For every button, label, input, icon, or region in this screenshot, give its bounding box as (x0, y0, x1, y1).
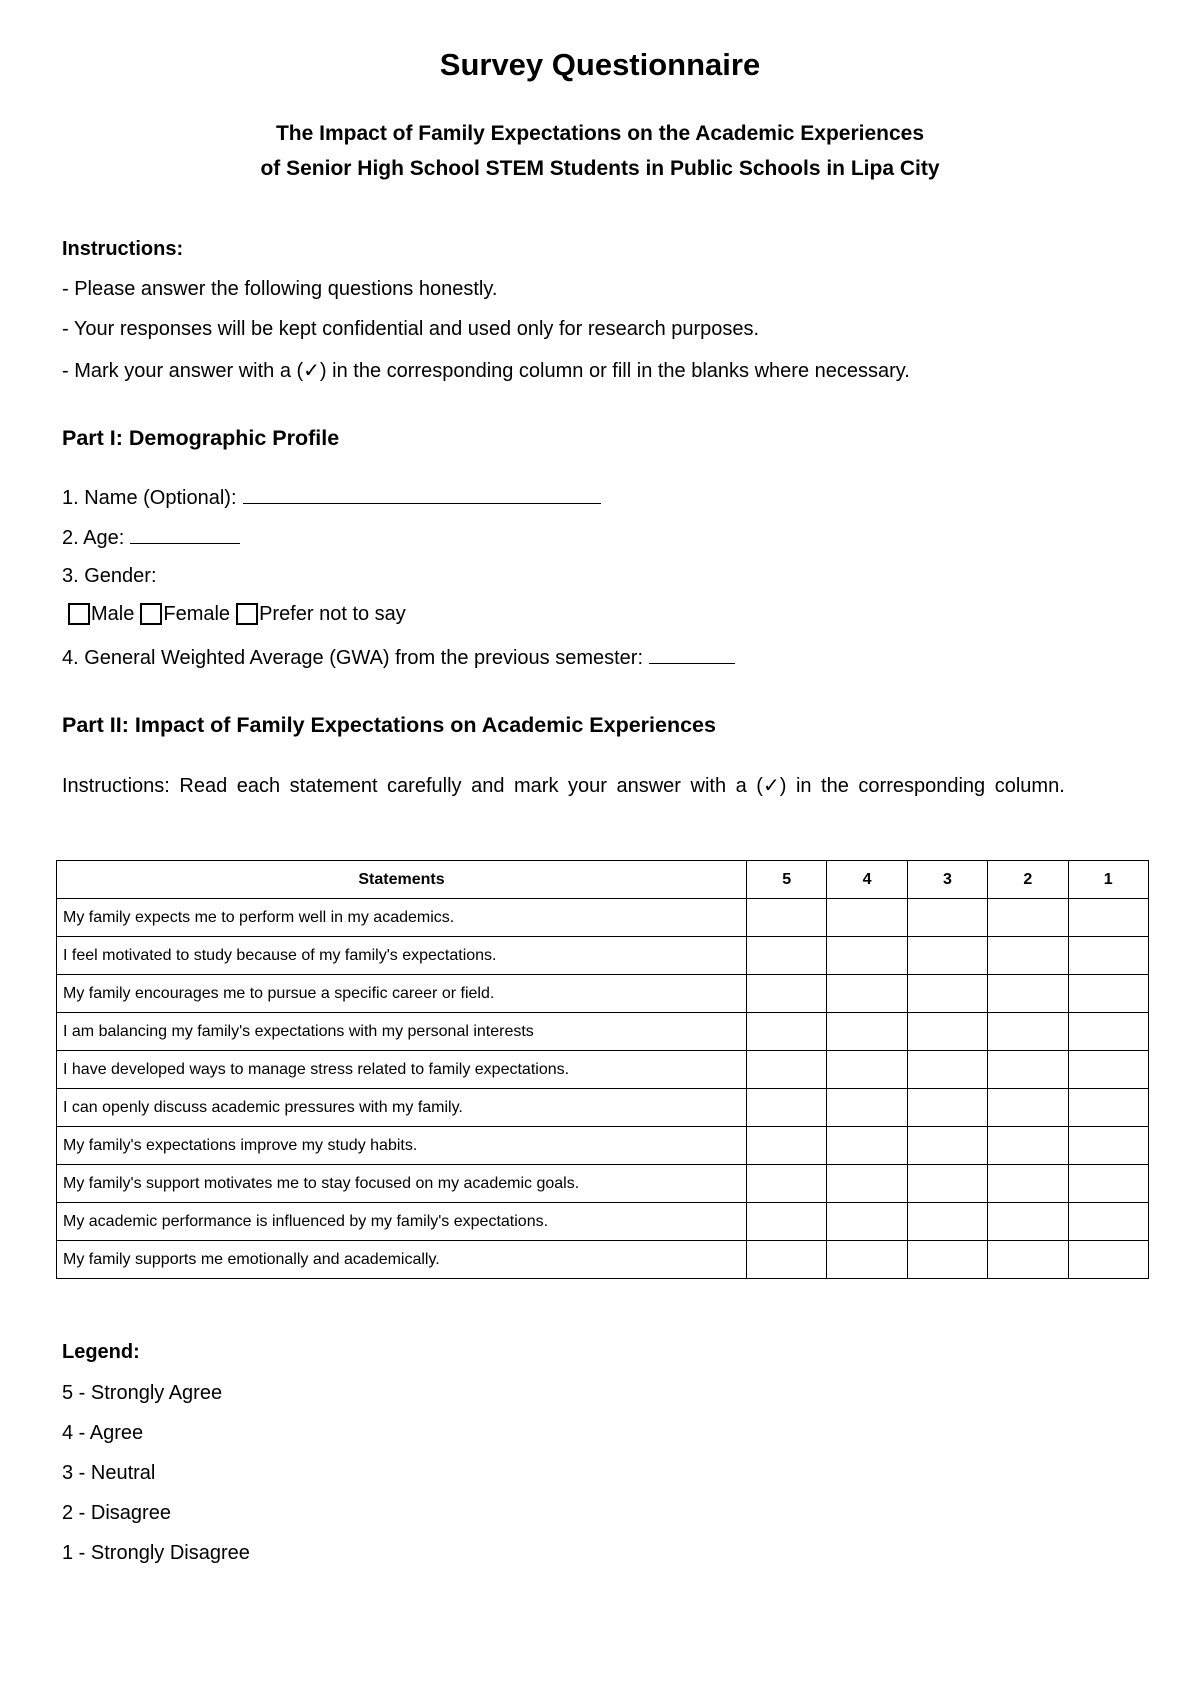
page-title: Survey Questionnaire (439, 47, 761, 82)
rating-cell-1[interactable] (1068, 1127, 1148, 1165)
rating-cell-4[interactable] (827, 899, 907, 937)
rating-cell-2[interactable] (988, 899, 1068, 937)
age-question (62, 523, 240, 551)
rating-cell-2[interactable] (988, 1051, 1068, 1089)
rating-cell-5[interactable] (747, 1241, 827, 1279)
rating-cell-4[interactable] (827, 1089, 907, 1127)
rating-cell-4[interactable] (827, 975, 907, 1013)
instructions-heading: Instructions: (62, 238, 184, 260)
instruction-item: - Please answer the following questions honestly. (62, 278, 498, 300)
legend-item: 3 - Neutral (62, 1462, 156, 1484)
rating-cell-3[interactable] (907, 975, 987, 1013)
rating-cell-1[interactable] (1068, 1051, 1148, 1089)
rating-cell-3[interactable] (907, 1165, 987, 1203)
part1-heading: Part I: Demographic Profile (62, 426, 340, 450)
rating-cell-2[interactable] (988, 1203, 1068, 1241)
gwa-blank-field[interactable] (649, 643, 735, 664)
table-row (57, 1089, 1149, 1127)
rating-5-column-header: 5 (747, 861, 827, 899)
female-checkbox[interactable] (140, 603, 162, 625)
name-blank-field[interactable] (243, 483, 601, 504)
table-row (57, 1127, 1149, 1165)
rating-cell-4[interactable] (827, 1241, 907, 1279)
part2-instructions: Instructions: Read each statement carefully and mark your answer with a (✓) in the corresponding column. (62, 775, 1065, 797)
instruction-item: - Your responses will be kept confidential and used only for research purposes. (62, 318, 760, 340)
rating-cell-1[interactable] (1068, 1089, 1148, 1127)
research-title-line-1: The Impact of Family Expectations on the Academic Experiences (275, 122, 925, 145)
table-row (57, 1203, 1149, 1241)
table-row (57, 1051, 1149, 1089)
legend-item: 2 - Disagree (62, 1502, 171, 1524)
rating-cell-3[interactable] (907, 899, 987, 937)
statement-text: I can openly discuss academic pressures with my family. (57, 1089, 747, 1127)
rating-cell-3[interactable] (907, 937, 987, 975)
statement-text: I have developed ways to manage stress related to family expectations. (57, 1051, 747, 1089)
rating-cell-4[interactable] (827, 1013, 907, 1051)
instruction-item: - Mark your answer with a (✓) in the corresponding column or fill in the blanks where necessary. (62, 360, 910, 382)
legend-item: 1 - Strongly Disagree (62, 1542, 250, 1564)
rating-cell-4[interactable] (827, 937, 907, 975)
rating-cell-3[interactable] (907, 1203, 987, 1241)
rating-cell-2[interactable] (988, 1241, 1068, 1279)
rating-cell-3[interactable] (907, 1051, 987, 1089)
male-checkbox[interactable] (68, 603, 90, 625)
statement-text: My family encourages me to pursue a specific career or field. (57, 975, 747, 1013)
age-blank-field[interactable] (130, 523, 240, 544)
statement-text: I am balancing my family's expectations with my personal interests (57, 1013, 747, 1051)
rating-cell-4[interactable] (827, 1051, 907, 1089)
prefer-not-to-say-option-label: Prefer not to say (259, 603, 406, 625)
rating-2-column-header: 2 (988, 861, 1068, 899)
rating-cell-5[interactable] (747, 1203, 827, 1241)
rating-cell-5[interactable] (747, 1165, 827, 1203)
rating-1-column-header: 1 (1068, 861, 1148, 899)
research-title (0, 116, 1200, 186)
table-header-row (57, 861, 1149, 899)
statement-text: My family's support motivates me to stay focused on my academic goals. (57, 1165, 747, 1203)
rating-cell-1[interactable] (1068, 1165, 1148, 1203)
rating-cell-2[interactable] (988, 1127, 1068, 1165)
statement-text: My family's expectations improve my study habits. (57, 1127, 747, 1165)
legend-heading: Legend: (62, 1341, 140, 1363)
gwa-question (62, 643, 735, 671)
statement-text: My family expects me to perform well in my academics. (57, 899, 747, 937)
rating-cell-3[interactable] (907, 1241, 987, 1279)
rating-cell-1[interactable] (1068, 937, 1148, 975)
rating-cell-5[interactable] (747, 1013, 827, 1051)
statement-text: My academic performance is influenced by my family's expectations. (57, 1203, 747, 1241)
rating-cell-1[interactable] (1068, 1241, 1148, 1279)
rating-cell-3[interactable] (907, 1127, 987, 1165)
rating-4-column-header: 4 (827, 861, 907, 899)
rating-cell-2[interactable] (988, 1013, 1068, 1051)
rating-cell-5[interactable] (747, 1051, 827, 1089)
rating-cell-2[interactable] (988, 975, 1068, 1013)
name-question (62, 483, 601, 511)
rating-cell-2[interactable] (988, 1089, 1068, 1127)
rating-cell-5[interactable] (747, 1089, 827, 1127)
gender-label: 3. Gender: (62, 565, 157, 587)
rating-cell-5[interactable] (747, 1127, 827, 1165)
statement-text: My family supports me emotionally and academically. (57, 1241, 747, 1279)
rating-cell-2[interactable] (988, 1165, 1068, 1203)
table-row (57, 1165, 1149, 1203)
table-row (57, 975, 1149, 1013)
gwa-label: 4. General Weighted Average (GWA) from the previous semester: (62, 647, 643, 669)
age-label: 2. Age: (62, 527, 125, 549)
rating-cell-4[interactable] (827, 1127, 907, 1165)
rating-cell-4[interactable] (827, 1203, 907, 1241)
rating-cell-2[interactable] (988, 937, 1068, 975)
rating-cell-1[interactable] (1068, 975, 1148, 1013)
name-label: 1. Name (Optional): (62, 487, 237, 509)
rating-3-column-header: 3 (907, 861, 987, 899)
table-row (57, 1241, 1149, 1279)
rating-cell-5[interactable] (747, 937, 827, 975)
statement-text: I feel motivated to study because of my family's expectations. (57, 937, 747, 975)
gender-options (68, 601, 412, 627)
rating-cell-4[interactable] (827, 1165, 907, 1203)
likert-table (56, 860, 1149, 1279)
rating-cell-1[interactable] (1068, 1203, 1148, 1241)
legend-item: 4 - Agree (62, 1422, 144, 1444)
rating-cell-1[interactable] (1068, 899, 1148, 937)
table-row (57, 899, 1149, 937)
rating-cell-1[interactable] (1068, 1013, 1148, 1051)
female-option-label: Female (163, 603, 231, 625)
prefer-not-to-say-checkbox[interactable] (236, 603, 258, 625)
part2-heading: Part II: Impact of Family Expectations on Academic Experiences (62, 713, 716, 737)
legend-item: 5 - Strongly Agree (62, 1382, 223, 1404)
statements-column-header: Statements (57, 861, 747, 899)
rating-cell-5[interactable] (747, 975, 827, 1013)
table-row (57, 937, 1149, 975)
rating-cell-5[interactable] (747, 899, 827, 937)
rating-cell-3[interactable] (907, 1013, 987, 1051)
male-option-label: Male (91, 603, 135, 625)
table-row (57, 1013, 1149, 1051)
research-title-line-2: of Senior High School STEM Students in Public Schools in Lipa City (260, 157, 940, 180)
rating-cell-3[interactable] (907, 1089, 987, 1127)
